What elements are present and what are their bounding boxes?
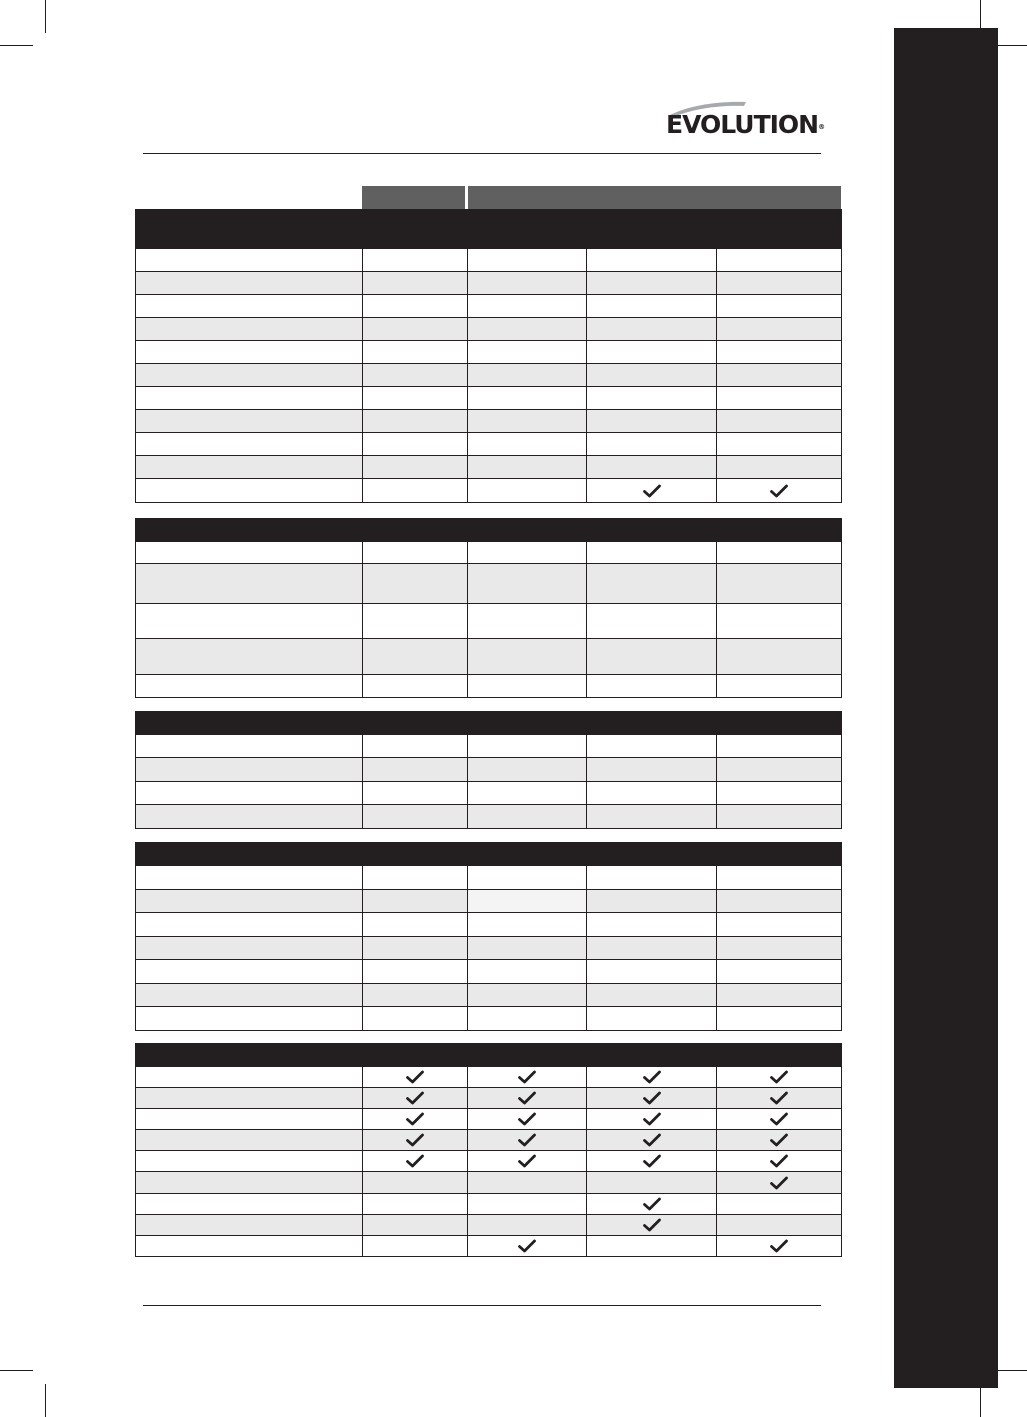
value-cell — [587, 866, 717, 890]
spec-table-4 — [135, 842, 842, 1031]
table-row — [136, 1067, 842, 1088]
check-icon — [518, 1133, 536, 1147]
value-cell — [468, 1007, 587, 1031]
value-cell — [468, 272, 587, 295]
value-cell — [717, 364, 842, 387]
value-cell — [587, 1236, 717, 1257]
check-icon — [518, 1154, 536, 1168]
check-icon — [770, 1239, 788, 1253]
row-label-cell — [136, 341, 363, 364]
value-cell — [363, 479, 468, 503]
value-cell — [363, 758, 468, 782]
check-icon — [406, 1091, 424, 1105]
crop-mark — [45, 1384, 46, 1417]
value-cell — [717, 387, 842, 410]
table-row — [136, 758, 842, 782]
row-label-cell — [136, 1109, 363, 1130]
crop-mark — [994, 45, 1027, 46]
table-row — [136, 675, 842, 698]
row-label-cell — [136, 1007, 363, 1031]
check-icon — [643, 1070, 661, 1084]
row-label-cell — [136, 1215, 363, 1236]
value-cell — [363, 1007, 468, 1031]
logo-text: EVOLUTION — [666, 110, 819, 139]
value-cell — [717, 1067, 842, 1088]
table-row — [136, 604, 842, 639]
table-row — [136, 433, 842, 456]
value-cell — [587, 249, 717, 272]
table-row — [136, 272, 842, 295]
value-cell — [363, 604, 468, 639]
table-row — [136, 1007, 842, 1031]
value-cell — [363, 1172, 468, 1194]
section-header-row — [136, 712, 842, 735]
table-row — [136, 564, 842, 604]
spec-table-1 — [135, 209, 842, 503]
table-row — [136, 805, 842, 829]
value-cell — [717, 318, 842, 341]
value-cell — [363, 456, 468, 479]
check-icon — [643, 1091, 661, 1105]
value-cell — [363, 564, 468, 604]
check-icon — [643, 1112, 661, 1126]
value-cell — [587, 564, 717, 604]
value-cell — [468, 542, 587, 564]
value-cell — [468, 1088, 587, 1109]
value-cell — [468, 1151, 587, 1172]
value-cell — [587, 341, 717, 364]
side-tab — [894, 28, 998, 1388]
section-header-row — [136, 210, 842, 249]
table-row — [136, 318, 842, 341]
value-cell — [468, 387, 587, 410]
row-label-cell — [136, 1067, 363, 1088]
value-cell — [587, 639, 717, 675]
row-label-cell — [136, 675, 363, 698]
value-cell — [587, 1194, 717, 1215]
table-row — [136, 1236, 842, 1257]
value-cell — [587, 782, 717, 805]
value-cell — [468, 364, 587, 387]
row-label-cell — [136, 735, 363, 758]
value-cell — [363, 866, 468, 890]
value-cell — [587, 1067, 717, 1088]
value-cell — [717, 542, 842, 564]
value-cell — [717, 758, 842, 782]
section-header-row — [136, 519, 842, 542]
value-cell — [717, 984, 842, 1007]
value-cell — [587, 758, 717, 782]
section-header-cell — [136, 519, 842, 542]
check-icon — [518, 1070, 536, 1084]
value-cell — [363, 542, 468, 564]
spec-table-3 — [135, 711, 842, 829]
value-cell — [363, 913, 468, 937]
crop-mark — [0, 45, 33, 46]
value-cell — [717, 295, 842, 318]
value-cell — [587, 805, 717, 829]
row-label-cell — [136, 564, 363, 604]
row-label-cell — [136, 249, 363, 272]
value-cell — [717, 479, 842, 503]
check-icon — [406, 1133, 424, 1147]
value-cell — [468, 1194, 587, 1215]
value-cell — [468, 890, 587, 913]
value-cell — [468, 318, 587, 341]
value-cell — [363, 341, 468, 364]
row-label-cell — [136, 1172, 363, 1194]
row-label-cell — [136, 272, 363, 295]
table-row — [136, 782, 842, 805]
value-cell — [468, 1109, 587, 1130]
value-cell — [717, 1088, 842, 1109]
row-label-cell — [136, 433, 363, 456]
check-icon — [518, 1091, 536, 1105]
value-cell — [717, 960, 842, 984]
check-icon — [770, 1091, 788, 1105]
value-cell — [363, 639, 468, 675]
value-cell — [468, 675, 587, 698]
row-label-cell — [136, 456, 363, 479]
check-icon — [518, 1239, 536, 1253]
header-rule — [143, 153, 821, 154]
check-icon — [406, 1070, 424, 1084]
value-cell — [468, 1236, 587, 1257]
row-label-cell — [136, 1236, 363, 1257]
value-cell — [468, 1172, 587, 1194]
value-cell — [587, 295, 717, 318]
row-label-cell — [136, 1088, 363, 1109]
value-cell — [363, 295, 468, 318]
value-cell — [363, 675, 468, 698]
value-cell — [468, 866, 587, 890]
value-cell — [587, 984, 717, 1007]
value-cell — [468, 937, 587, 960]
value-cell — [363, 1236, 468, 1257]
row-label-cell — [136, 782, 363, 805]
check-icon — [770, 1112, 788, 1126]
value-cell — [363, 1215, 468, 1236]
value-cell — [717, 1172, 842, 1194]
table-row — [136, 866, 842, 890]
value-cell — [717, 433, 842, 456]
value-cell — [363, 960, 468, 984]
value-cell — [468, 341, 587, 364]
table-row — [136, 639, 842, 675]
value-cell — [717, 1151, 842, 1172]
value-cell — [363, 937, 468, 960]
value-cell — [363, 782, 468, 805]
value-cell — [468, 639, 587, 675]
value-cell — [587, 1172, 717, 1194]
value-cell — [363, 1130, 468, 1151]
footer-rule — [143, 1305, 821, 1306]
value-cell — [363, 1067, 468, 1088]
table-row — [136, 341, 842, 364]
table-row — [136, 249, 842, 272]
value-cell — [587, 913, 717, 937]
check-icon — [518, 1112, 536, 1126]
value-cell — [363, 1088, 468, 1109]
value-cell — [587, 272, 717, 295]
row-label-cell — [136, 1194, 363, 1215]
row-label-cell — [136, 479, 363, 503]
value-cell — [363, 318, 468, 341]
row-label-cell — [136, 1130, 363, 1151]
value-cell — [468, 758, 587, 782]
table-row — [136, 937, 842, 960]
value-cell — [468, 1067, 587, 1088]
value-cell — [363, 249, 468, 272]
logo-wordmark: EVOLUTION® — [666, 110, 825, 139]
table-row — [136, 960, 842, 984]
check-icon — [643, 1133, 661, 1147]
crop-mark — [45, 0, 46, 33]
table-row — [136, 735, 842, 758]
table-row — [136, 984, 842, 1007]
row-label-cell — [136, 937, 363, 960]
value-cell — [717, 937, 842, 960]
value-cell — [363, 1194, 468, 1215]
value-cell — [717, 564, 842, 604]
value-cell — [468, 604, 587, 639]
value-cell — [587, 433, 717, 456]
table-row — [136, 542, 842, 564]
row-label-cell — [136, 890, 363, 913]
brand-logo — [666, 100, 826, 140]
value-cell — [363, 890, 468, 913]
table-row — [136, 1194, 842, 1215]
value-cell — [717, 1130, 842, 1151]
table-row — [136, 364, 842, 387]
row-label-cell — [136, 913, 363, 937]
check-icon — [770, 1176, 788, 1190]
value-cell — [587, 456, 717, 479]
check-icon — [770, 1133, 788, 1147]
value-cell — [468, 984, 587, 1007]
check-icon — [643, 1197, 661, 1211]
table-row — [136, 1109, 842, 1130]
row-label-cell — [136, 639, 363, 675]
value-cell — [468, 410, 587, 433]
crop-mark — [994, 1370, 1027, 1371]
value-cell — [363, 1109, 468, 1130]
value-cell — [468, 456, 587, 479]
value-cell — [717, 805, 842, 829]
check-icon — [770, 1070, 788, 1084]
value-cell — [717, 890, 842, 913]
value-cell — [717, 1215, 842, 1236]
table-row — [136, 295, 842, 318]
value-cell — [468, 960, 587, 984]
section-header-row — [136, 1044, 842, 1067]
check-icon — [643, 1154, 661, 1168]
value-cell — [363, 272, 468, 295]
value-cell — [468, 564, 587, 604]
value-cell — [587, 960, 717, 984]
value-cell — [587, 890, 717, 913]
value-cell — [717, 456, 842, 479]
check-icon — [406, 1112, 424, 1126]
row-label-cell — [136, 984, 363, 1007]
value-cell — [717, 341, 842, 364]
value-cell — [468, 913, 587, 937]
value-cell — [363, 984, 468, 1007]
value-cell — [363, 433, 468, 456]
spec-table-2 — [135, 518, 842, 698]
row-label-cell — [136, 364, 363, 387]
value-cell — [468, 295, 587, 318]
value-cell — [717, 1194, 842, 1215]
section-header-cell — [136, 210, 842, 249]
value-cell — [363, 410, 468, 433]
table-row — [136, 1130, 842, 1151]
check-icon — [770, 1154, 788, 1168]
value-cell — [468, 433, 587, 456]
row-label-cell — [136, 410, 363, 433]
table-row — [136, 1215, 842, 1236]
table-row — [136, 479, 842, 503]
value-cell — [587, 1109, 717, 1130]
section-header-cell — [136, 843, 842, 866]
value-cell — [717, 639, 842, 675]
value-cell — [363, 387, 468, 410]
value-cell — [717, 1236, 842, 1257]
value-cell — [717, 735, 842, 758]
check-icon — [643, 1218, 661, 1232]
value-cell — [587, 937, 717, 960]
row-label-cell — [136, 1151, 363, 1172]
value-cell — [468, 249, 587, 272]
value-cell — [587, 364, 717, 387]
value-cell — [717, 604, 842, 639]
value-cell — [587, 1215, 717, 1236]
value-cell — [363, 735, 468, 758]
value-cell — [587, 675, 717, 698]
section-header-cell — [136, 1044, 842, 1067]
value-cell — [717, 410, 842, 433]
table-row — [136, 913, 842, 937]
section-header-row — [136, 843, 842, 866]
value-cell — [363, 805, 468, 829]
value-cell — [717, 913, 842, 937]
value-cell — [587, 479, 717, 503]
section-header-cell — [136, 712, 842, 735]
row-label-cell — [136, 960, 363, 984]
table-row — [136, 410, 842, 433]
table-row — [136, 1088, 842, 1109]
row-label-cell — [136, 866, 363, 890]
value-cell — [468, 479, 587, 503]
value-cell — [468, 782, 587, 805]
value-cell — [587, 318, 717, 341]
value-cell — [587, 1130, 717, 1151]
row-label-cell — [136, 295, 363, 318]
table-row — [136, 890, 842, 913]
table-row — [136, 1172, 842, 1194]
value-cell — [363, 364, 468, 387]
column-group-header-multi — [468, 186, 841, 209]
value-cell — [468, 735, 587, 758]
value-cell — [587, 735, 717, 758]
row-label-cell — [136, 805, 363, 829]
value-cell — [587, 1007, 717, 1031]
row-label-cell — [136, 758, 363, 782]
crop-mark — [0, 1370, 33, 1371]
value-cell — [587, 604, 717, 639]
row-label-cell — [136, 542, 363, 564]
row-label-cell — [136, 387, 363, 410]
row-label-cell — [136, 318, 363, 341]
check-icon — [406, 1154, 424, 1168]
check-icon — [643, 484, 661, 498]
value-cell — [717, 249, 842, 272]
value-cell — [717, 866, 842, 890]
value-cell — [717, 272, 842, 295]
value-cell — [468, 805, 587, 829]
value-cell — [363, 1151, 468, 1172]
value-cell — [717, 1109, 842, 1130]
spec-table-5 — [135, 1043, 842, 1257]
check-icon — [770, 484, 788, 498]
value-cell — [587, 1088, 717, 1109]
value-cell — [587, 1151, 717, 1172]
value-cell — [468, 1215, 587, 1236]
value-cell — [587, 387, 717, 410]
value-cell — [717, 782, 842, 805]
table-row — [136, 456, 842, 479]
row-label-cell — [136, 604, 363, 639]
table-row — [136, 1151, 842, 1172]
table-row — [136, 387, 842, 410]
value-cell — [587, 410, 717, 433]
crop-mark — [980, 1384, 981, 1417]
value-cell — [717, 1007, 842, 1031]
value-cell — [717, 675, 842, 698]
value-cell — [587, 542, 717, 564]
column-group-header-single — [362, 186, 465, 209]
value-cell — [468, 1130, 587, 1151]
